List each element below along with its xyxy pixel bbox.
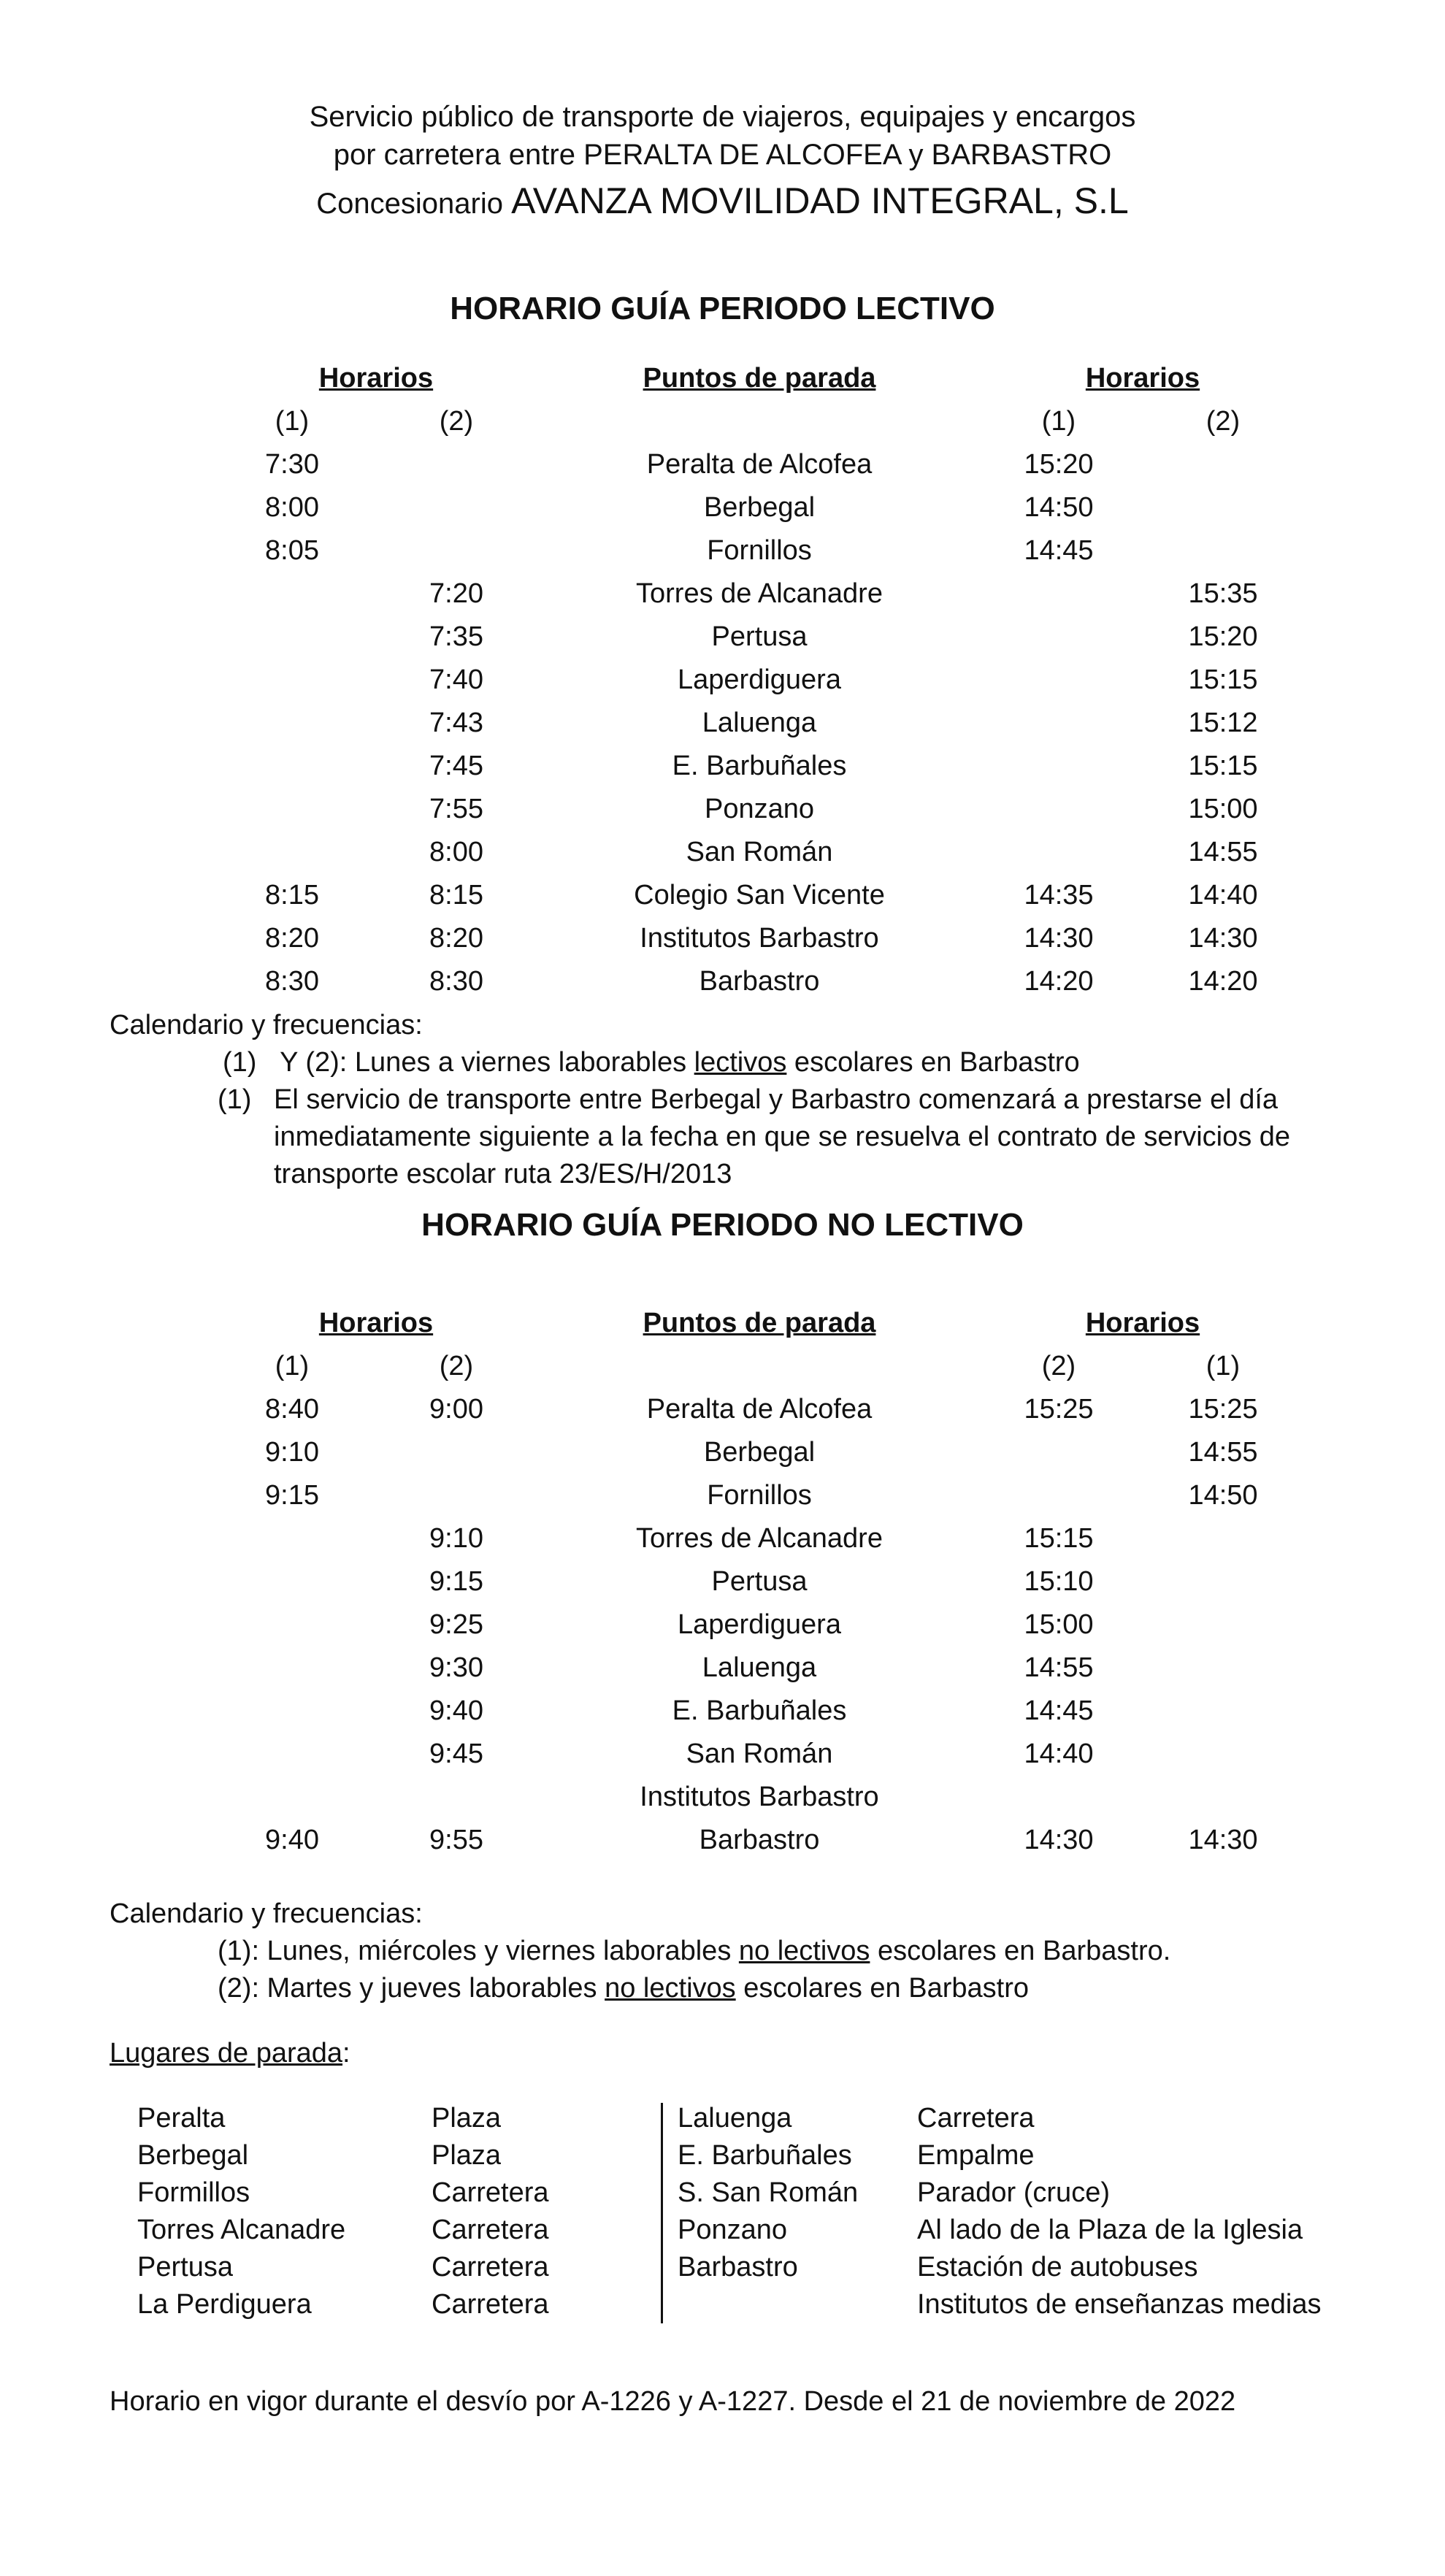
stop-location: Carretera xyxy=(432,2177,549,2208)
note-text-end: escolares en Barbastro xyxy=(735,1973,1029,2004)
no-lectivo-sub-3: (2) xyxy=(1041,1351,1076,1381)
no-lectivo-time-4: 14:30 xyxy=(1188,1825,1258,1855)
lectivo-stop-name: Ponzano xyxy=(704,794,814,824)
lectivo-sub-2: (2) xyxy=(439,406,474,437)
lectivo-row xyxy=(0,492,1445,535)
company-name: AVANZA MOVILIDAD INTEGRAL, S.L xyxy=(511,180,1129,221)
no-lectivo-time-2: 9:25 xyxy=(429,1609,483,1640)
lectivo-subheader-row xyxy=(0,406,1445,449)
stop-town: Peralta xyxy=(137,2103,226,2134)
no-lectivo-row xyxy=(0,1782,1445,1825)
lectivo-time-2: 7:20 xyxy=(429,578,483,609)
no-lectivo-stop-name: E. Barbuñales xyxy=(672,1695,847,1726)
lugares-divider xyxy=(661,2103,663,2323)
lectivo-time-1: 8:15 xyxy=(265,880,319,911)
lugares-label-text: Lugares de parada xyxy=(110,2038,343,2069)
lectivo-time-2: 8:00 xyxy=(429,837,483,867)
no-lectivo-time-2: 9:15 xyxy=(429,1566,483,1597)
lectivo-title: HORARIO GUÍA PERIODO LECTIVO xyxy=(450,291,995,326)
no-lectivo-sub-1: (1) xyxy=(275,1351,310,1381)
lectivo-time-2: 8:30 xyxy=(429,966,483,997)
lectivo-time-4: 14:40 xyxy=(1188,880,1258,911)
stop-town: S. San Román xyxy=(678,2177,859,2208)
no-lectivo-time-2: 9:30 xyxy=(429,1652,483,1683)
lectivo-note-2-line-2: inmediatamente siguiente a la fecha en que se resuelva el contrato de servicios de xyxy=(274,1122,1291,1152)
lectivo-time-3: 15:20 xyxy=(1024,449,1094,480)
stop-town: Torres Alcanadre xyxy=(137,2215,346,2245)
stop-location: Carretera xyxy=(432,2289,549,2320)
lectivo-time-4: 14:30 xyxy=(1188,923,1258,954)
no-lectivo-stop-name: Torres de Alcanadre xyxy=(636,1523,883,1554)
note-text: (2): Martes y jueves laborables xyxy=(218,1973,605,2004)
no-lectivo-row xyxy=(0,1739,1445,1782)
lectivo-time-4: 15:12 xyxy=(1188,708,1258,738)
lectivo-stop-name: Laperdiguera xyxy=(678,664,841,695)
stop-town: Berbegal xyxy=(137,2140,249,2171)
no-lectivo-time-1: 9:15 xyxy=(265,1480,319,1511)
lugares-colon: : xyxy=(342,2038,350,2069)
no-lectivo-stop-name: Barbastro xyxy=(699,1825,820,1855)
no-lectivo-time-3: 15:10 xyxy=(1024,1566,1094,1597)
lectivo-time-2: 7:40 xyxy=(429,664,483,695)
stop-location: Carretera xyxy=(432,2215,549,2245)
lectivo-row xyxy=(0,578,1445,621)
lectivo-row xyxy=(0,923,1445,966)
note-text-end: escolares en Barbastro xyxy=(786,1047,1080,1078)
lectivo-time-1: 8:30 xyxy=(265,966,319,997)
stop-location: Carretera xyxy=(432,2252,549,2282)
footer-note: Horario en vigor durante el desvío por A-1226 y A-1227. Desde el 21 de noviembre de 2022 xyxy=(110,2386,1236,2417)
lectivo-row xyxy=(0,837,1445,880)
lectivo-time-2: 7:55 xyxy=(429,794,483,824)
lectivo-time-4: 14:55 xyxy=(1188,837,1258,867)
lectivo-time-2: 8:15 xyxy=(429,880,483,911)
no-lectivo-row xyxy=(0,1566,1445,1609)
lectivo-stop-name: Colegio San Vicente xyxy=(634,880,885,911)
stop-location: Plaza xyxy=(432,2140,502,2171)
lectivo-time-4: 15:00 xyxy=(1188,794,1258,824)
lectivo-time-3: 14:45 xyxy=(1024,535,1094,566)
lectivo-row xyxy=(0,664,1445,708)
no-lectivo-col-horarios-right: Horarios xyxy=(1085,1308,1200,1338)
stop-town: Formillos xyxy=(137,2177,250,2208)
lectivo-stop-name: Barbastro xyxy=(699,966,820,997)
lectivo-time-3: 14:30 xyxy=(1024,923,1094,954)
no-lectivo-stop-name: San Román xyxy=(686,1739,833,1769)
no-lectivo-row xyxy=(0,1825,1445,1868)
no-lectivo-time-3: 14:40 xyxy=(1024,1739,1094,1769)
lectivo-stop-name: Fornillos xyxy=(707,535,812,566)
lectivo-sub-4: (2) xyxy=(1206,406,1241,437)
lectivo-calendar-label: Calendario y frecuencias: xyxy=(110,1010,423,1040)
lectivo-row xyxy=(0,708,1445,751)
no-lectivo-row xyxy=(0,1480,1445,1523)
lectivo-row xyxy=(0,966,1445,1009)
no-lectivo-stop-name: Peralta de Alcofea xyxy=(646,1394,873,1425)
no-lectivo-row xyxy=(0,1523,1445,1566)
note-text: Y (2): Lunes a viernes laborables xyxy=(280,1047,694,1078)
stop-town: La Perdiguera xyxy=(137,2289,312,2320)
no-lectivo-stop-name: Fornillos xyxy=(707,1480,812,1511)
no-lectivo-time-2: 9:45 xyxy=(429,1739,483,1769)
no-lectivo-subheader-row xyxy=(0,1351,1445,1394)
lectivo-stop-name: E. Barbuñales xyxy=(672,751,847,781)
lectivo-row xyxy=(0,794,1445,837)
no-lectivo-row xyxy=(0,1609,1445,1652)
no-lectivo-time-1: 9:40 xyxy=(265,1825,319,1855)
stop-town: Barbastro xyxy=(678,2252,798,2282)
lectivo-time-4: 15:15 xyxy=(1188,664,1258,695)
no-lectivo-time-2: 9:10 xyxy=(429,1523,483,1554)
stop-location: Parador (cruce) xyxy=(917,2177,1110,2208)
no-lectivo-row xyxy=(0,1437,1445,1480)
lectivo-stop-name: Institutos Barbastro xyxy=(640,923,879,954)
no-lectivo-time-2: 9:40 xyxy=(429,1695,483,1726)
lectivo-note-2-line-1: El servicio de transporte entre Berbegal y Barbastro comenzará a prestarse el día xyxy=(274,1084,1279,1115)
note-underlined: no lectivos xyxy=(605,1973,736,2004)
header-line-2: por carretera entre PERALTA DE ALCOFEA y BARBASTRO xyxy=(333,139,1112,171)
no-lectivo-time-4: 14:50 xyxy=(1188,1480,1258,1511)
lectivo-stop-name: Berbegal xyxy=(703,492,816,523)
lectivo-stop-name: San Román xyxy=(686,837,833,867)
no-lectivo-time-4: 14:55 xyxy=(1188,1437,1258,1468)
no-lectivo-time-3: 15:15 xyxy=(1024,1523,1094,1554)
no-lectivo-sub-2: (2) xyxy=(439,1351,474,1381)
stop-town: E. Barbuñales xyxy=(678,2140,852,2171)
no-lectivo-time-1: 8:40 xyxy=(265,1394,319,1425)
lugares-label xyxy=(110,2038,350,2069)
header-line-1: Servicio público de transporte de viajeros, equipajes y encargos xyxy=(309,101,1136,133)
stop-location: Al lado de la Plaza de la Iglesia xyxy=(917,2215,1303,2245)
lectivo-time-4: 14:20 xyxy=(1188,966,1258,997)
lectivo-row xyxy=(0,535,1445,578)
no-lectivo-stop-name: Laperdiguera xyxy=(678,1609,841,1640)
lectivo-time-4: 15:15 xyxy=(1188,751,1258,781)
lectivo-time-4: 15:35 xyxy=(1188,578,1258,609)
no-lectivo-time-3: 15:00 xyxy=(1024,1609,1094,1640)
no-lectivo-sub-4: (1) xyxy=(1206,1351,1241,1381)
stop-location: Carretera xyxy=(917,2103,1035,2134)
lectivo-stop-name: Torres de Alcanadre xyxy=(636,578,883,609)
no-lectivo-time-2: 9:00 xyxy=(429,1394,483,1425)
no-lectivo-stop-name: Pertusa xyxy=(711,1566,808,1597)
no-lectivo-stop-name: Institutos Barbastro xyxy=(640,1782,879,1812)
header-line-3 xyxy=(0,180,1445,222)
lectivo-sub-3: (1) xyxy=(1041,406,1076,437)
lectivo-note-2-number: (1) xyxy=(218,1084,252,1115)
lectivo-time-3: 14:50 xyxy=(1024,492,1094,523)
lectivo-time-4: 15:20 xyxy=(1188,621,1258,652)
stop-town: Laluenga xyxy=(678,2103,792,2134)
lectivo-time-2: 8:20 xyxy=(429,923,483,954)
note-text: (1): Lunes, miércoles y viernes laborables xyxy=(218,1936,739,1966)
lectivo-stop-name: Laluenga xyxy=(702,708,817,738)
lectivo-row xyxy=(0,449,1445,492)
lectivo-note-2-line-3: transporte escolar ruta 23/ES/H/2013 xyxy=(274,1159,732,1189)
stop-location: Institutos de enseñanzas medias xyxy=(917,2289,1322,2320)
stop-town: Pertusa xyxy=(137,2252,233,2282)
no-lectivo-stop-name: Berbegal xyxy=(703,1437,816,1468)
lectivo-time-3: 14:35 xyxy=(1024,880,1094,911)
lectivo-stop-name: Pertusa xyxy=(711,621,808,652)
lectivo-time-1: 8:05 xyxy=(265,535,319,566)
lectivo-time-2: 7:35 xyxy=(429,621,483,652)
note-number: (1) xyxy=(223,1047,257,1078)
lectivo-sub-1: (1) xyxy=(275,406,310,437)
lectivo-time-1: 7:30 xyxy=(265,449,319,480)
no-lectivo-time-1: 9:10 xyxy=(265,1437,319,1468)
lectivo-time-1: 8:20 xyxy=(265,923,319,954)
lectivo-stop-name: Peralta de Alcofea xyxy=(646,449,873,480)
stop-location: Empalme xyxy=(917,2140,1035,2171)
no-lectivo-row xyxy=(0,1695,1445,1739)
no-lectivo-note-2 xyxy=(218,1973,1029,2004)
lectivo-row xyxy=(0,621,1445,664)
lectivo-col-horarios-left: Horarios xyxy=(318,363,434,394)
lectivo-time-2: 7:45 xyxy=(429,751,483,781)
lectivo-col-horarios-right: Horarios xyxy=(1085,363,1200,394)
no-lectivo-calendar-label: Calendario y frecuencias: xyxy=(110,1898,423,1929)
stop-town: Ponzano xyxy=(678,2215,788,2245)
stop-location: Estación de autobuses xyxy=(917,2252,1198,2282)
stop-location: Plaza xyxy=(432,2103,502,2134)
no-lectivo-col-puntos: Puntos de parada xyxy=(643,1308,876,1338)
no-lectivo-row xyxy=(0,1394,1445,1437)
note-underlined: lectivos xyxy=(694,1047,787,1078)
no-lectivo-time-4: 15:25 xyxy=(1188,1394,1258,1425)
no-lectivo-stop-name: Laluenga xyxy=(702,1652,817,1683)
no-lectivo-row xyxy=(0,1652,1445,1695)
note-text-end: escolares en Barbastro. xyxy=(870,1936,1171,1966)
no-lectivo-time-3: 14:30 xyxy=(1024,1825,1094,1855)
no-lectivo-time-3: 14:55 xyxy=(1024,1652,1094,1683)
no-lectivo-time-2: 9:55 xyxy=(429,1825,483,1855)
concessionaire-label: Concesionario xyxy=(316,188,512,220)
no-lectivo-note-1 xyxy=(218,1936,1170,1967)
lectivo-time-2: 7:43 xyxy=(429,708,483,738)
no-lectivo-title: HORARIO GUÍA PERIODO NO LECTIVO xyxy=(421,1207,1024,1243)
lectivo-row xyxy=(0,880,1445,923)
lectivo-time-1: 8:00 xyxy=(265,492,319,523)
no-lectivo-col-horarios-left: Horarios xyxy=(318,1308,434,1338)
no-lectivo-time-3: 14:45 xyxy=(1024,1695,1094,1726)
lectivo-note-1 xyxy=(223,1047,1080,1078)
no-lectivo-time-3: 15:25 xyxy=(1024,1394,1094,1425)
note-underlined: no lectivos xyxy=(738,1936,870,1966)
lectivo-row xyxy=(0,751,1445,794)
lectivo-time-3: 14:20 xyxy=(1024,966,1094,997)
lectivo-col-puntos: Puntos de parada xyxy=(643,363,876,394)
